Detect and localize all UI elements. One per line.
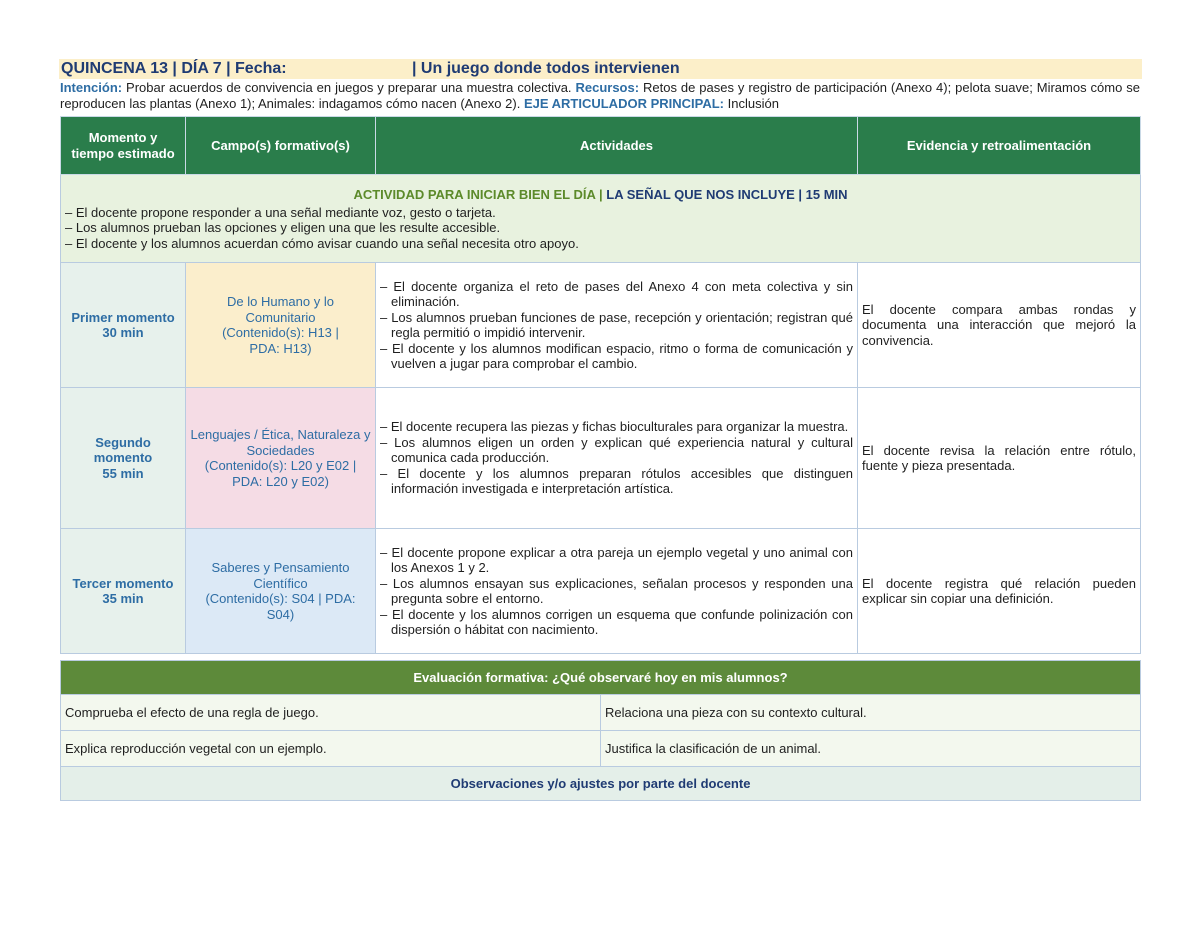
recursos-text: Retos de pases y registro de participación (Anexo 4); pelota suave; Miramos cómo se reproducen las plantas (Anexo 1); Animales: indagamos cómo nacen (Anexo 2).: [60, 80, 1140, 111]
campo-cell: [186, 263, 376, 388]
campo-cell: [186, 388, 376, 529]
recursos-label: Recursos:: [575, 80, 640, 95]
evidencia-cell: El docente revisa la relación entre rótulo, fuente y pieza presentada.: [858, 388, 1141, 529]
activity-item: – El docente y los alumnos modifican espacio, ritmo o forma de comunicación y vuelven a jugar para comprobar el cambio.: [380, 340, 853, 371]
intent-paragraph: [60, 80, 1140, 112]
campo-name: De lo Humano y lo Comunitario: [227, 294, 334, 325]
evidencia-cell: El docente registra qué relación pueden explicar sin copiar una definición.: [858, 529, 1141, 654]
moment-row-3: [61, 529, 1141, 654]
activity-item: – Los alumnos prueban funciones de pase, recepción y orientación; registran qué regla permitió o impidió intervenir.: [380, 309, 853, 340]
activity-item: – El docente recupera las piezas y fichas bioculturales para organizar la muestra.: [380, 419, 849, 435]
moment-cell: [61, 529, 186, 654]
actividades-cell: [376, 388, 858, 529]
moment-name: Primer momento: [71, 309, 175, 325]
evaluation-table: [60, 660, 1141, 801]
moment-time: 35 min: [102, 591, 144, 606]
start-item: – Los alumnos prueban las opciones y eligen una que les resulte accesible.: [65, 220, 501, 235]
header-evidencia: Evidencia y retroalimentación: [858, 117, 1141, 175]
title-right: | Un juego donde todos intervienen: [412, 60, 680, 77]
actividades-cell: [376, 263, 858, 388]
moment-name: Tercer momento: [72, 575, 174, 591]
intencion-label: Intención:: [60, 80, 123, 95]
campo-name: Lenguajes / Ética, Naturaleza y Sociedades: [190, 427, 371, 458]
activity-item: – El docente y los alumnos corrigen un esquema que confunde polinización con dispersión o hábitat con nacimiento.: [380, 606, 853, 637]
moment-row-2: [61, 388, 1141, 529]
evaluation-cell: Justifica la clasificación de un animal.: [601, 731, 1141, 767]
moment-name: Segundo momento: [93, 434, 153, 466]
campo-contenido: (Contenido(s): H13 | PDA: H13): [222, 325, 339, 356]
start-item: – El docente y los alumnos acuerdan cómo avisar cuando una señal necesita otro apoyo.: [65, 235, 579, 251]
campo-contenido: (Contenido(s): S04 | PDA: S04): [205, 591, 356, 622]
start-activity-cell: [61, 175, 1141, 263]
start-title-green: ACTIVIDAD PARA INICIAR BIEN EL DÍA |: [353, 187, 607, 202]
campo-cell: [186, 529, 376, 654]
start-activity-row: [61, 175, 1141, 263]
page-title: [59, 59, 1142, 79]
header-campo: Campo(s) formativo(s): [186, 117, 376, 175]
start-title-blue: LA SEÑAL QUE NOS INCLUYE | 15 MIN: [606, 187, 848, 202]
evaluation-cell: Comprueba el efecto de una regla de juego.: [61, 695, 601, 731]
plan-table: [60, 116, 1141, 654]
actividades-cell: [376, 529, 858, 654]
header-row: [61, 117, 1141, 175]
moment-time: 30 min: [102, 325, 144, 340]
evidencia-cell: El docente compara ambas rondas y documenta una interacción que mejoró la convivencia.: [858, 263, 1141, 388]
activity-item: – El docente organiza el reto de pases del Anexo 4 con meta colectiva y sin eliminación.: [380, 278, 853, 309]
header-actividades: Actividades: [376, 117, 858, 175]
campo-contenido: (Contenido(s): L20 y E02 | PDA: L20 y E02): [204, 458, 357, 489]
start-activity-title: [65, 187, 1136, 203]
moment-cell: [61, 263, 186, 388]
eje-text: Inclusión: [724, 96, 779, 111]
eje-label: EJE ARTICULADOR PRINCIPAL:: [523, 96, 724, 111]
activity-item: – Los alumnos eligen un orden y explican qué experiencia natural y cultural comunica cada producción.: [380, 434, 853, 466]
evaluation-cell: Relaciona una pieza con su contexto cultural.: [601, 695, 1141, 731]
campo-name: Saberes y Pensamiento Científico: [211, 560, 350, 591]
moment-cell: [61, 388, 186, 529]
observations-row: Observaciones y/o ajustes por parte del docente: [61, 767, 1141, 801]
activity-item: – Los alumnos ensayan sus explicaciones, señalan procesos y responden una pregunta sobre el entorno.: [380, 575, 853, 606]
evaluation-cell: Explica reproducción vegetal con un ejemplo.: [61, 731, 601, 767]
evaluation-title: Evaluación formativa: ¿Qué observaré hoy en mis alumnos?: [61, 661, 1141, 695]
intencion-text: Probar acuerdos de convivencia en juegos y preparar una muestra colectiva.: [122, 80, 576, 95]
header-momento: Momento y tiempo estimado: [61, 117, 186, 175]
start-item: – El docente propone responder a una señal mediante voz, gesto o tarjeta.: [65, 204, 496, 220]
activity-item: – El docente y los alumnos preparan rótulos accesibles que distinguen información investigada e interpretación artística.: [380, 465, 853, 497]
activity-item: – El docente propone explicar a otra pareja un ejemplo vegetal y uno animal con los Anexos 1 y 2.: [380, 544, 853, 575]
title-left: QUINCENA 13 | DÍA 7 | Fecha:: [61, 60, 287, 77]
moment-row-1: [61, 263, 1141, 388]
moment-time: 55 min: [102, 465, 144, 481]
